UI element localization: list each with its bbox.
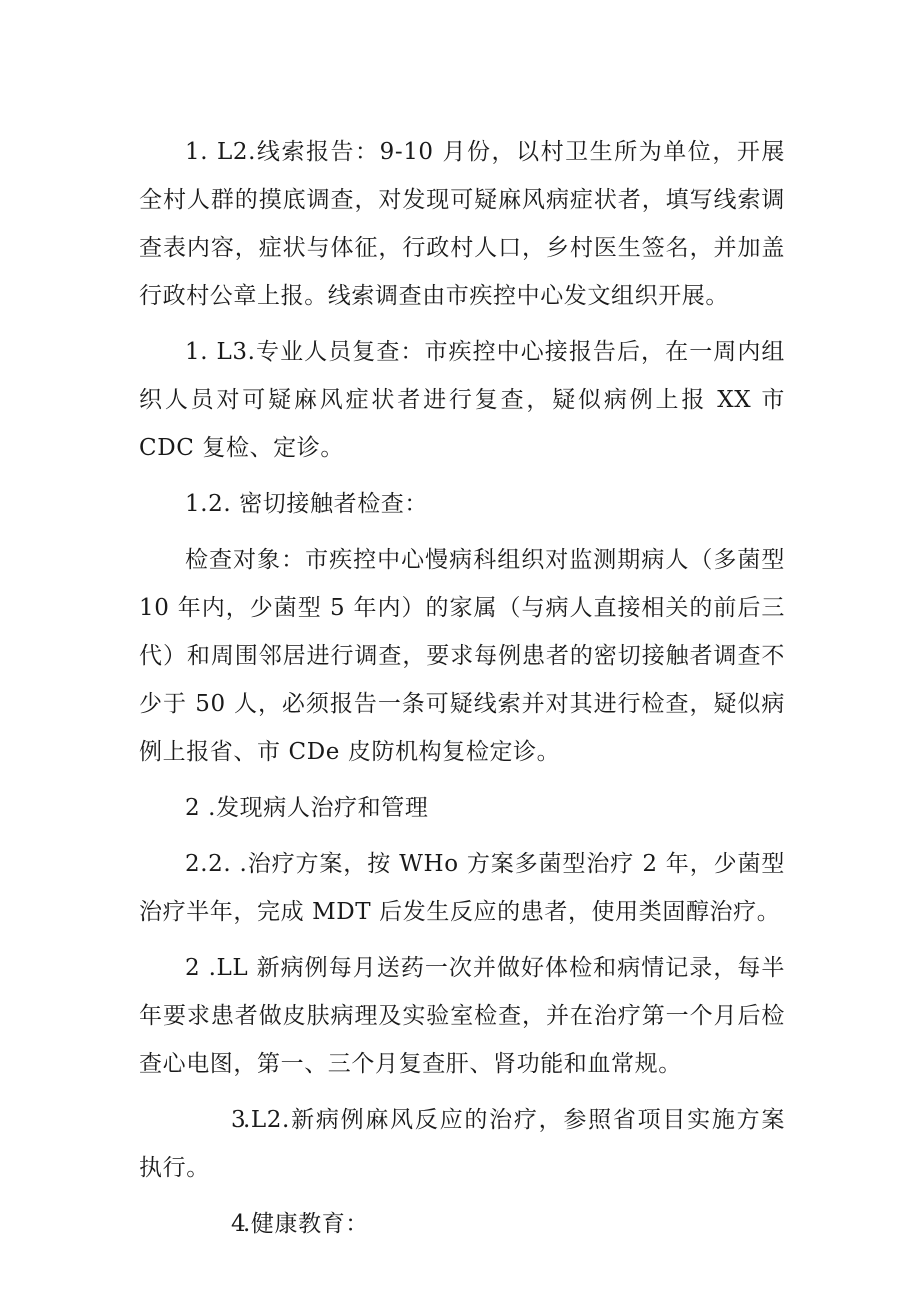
heading-close-contact-check: 1.2. 密切接触者检查：	[185, 491, 428, 517]
item-number: 4	[231, 1211, 247, 1237]
heading-treatment-management: 2 .发现病人治疗和管理	[185, 795, 429, 821]
item-number: 3	[231, 1107, 247, 1133]
paragraph-treatment-plan: 2.2. .治疗方案，按 WHo 方案多菌型治疗 2 年，少菌型治疗半年，完成 MDT 后发生反应的患者，使用类固醇治疗。	[139, 851, 785, 925]
document-body	[139, 128, 785, 1248]
paragraph-clue-report: 1. L2.线索报告：9-10 月份，以村卫生所为单位，开展全村人群的摸底调查，对发现可疑麻风病症状者，填写线索调查表内容，症状与体征，行政村人口，乡村医生签名，并加盖行政村公章上报。线索调查由市疾控中心发文组织开展。	[139, 139, 785, 309]
paragraph-check-targets: 检查对象：市疾控中心慢病科组织对监测期病人（多菌型 10 年内，少菌型 5 年内）的家属（与病人直接相关的前后三代）和周围邻居进行调查，要求每例患者的密切接触者调查不少于 50 人，必须报告一条可疑线索并对其进行检查，疑似病例上报省、市 CDe 皮防机构复检定诊。	[139, 547, 785, 765]
heading-health-education	[139, 1200, 785, 1248]
paragraph-professional-review: 1. L3.专业人员复查：市疾控中心接报告后，在一周内组织人员对可疑麻风症状者进行复查，疑似病例上报 XX 市 CDC 复检、定诊。	[139, 339, 785, 461]
item-text: .健康教育：	[243, 1211, 369, 1237]
paragraph-reaction-treatment	[139, 1096, 785, 1192]
paragraph-new-case-medication: 2 .LL 新病例每月送药一次并做好体检和病情记录，每半年要求患者做皮肤病理及实验室检查，并在治疗第一个月后检查心电图，第一、三个月复查肝、肾功能和血常规。	[139, 955, 785, 1077]
item-text: .L2.新病例麻风反应的治疗，参照省项目实施方案执行。	[139, 1107, 785, 1181]
